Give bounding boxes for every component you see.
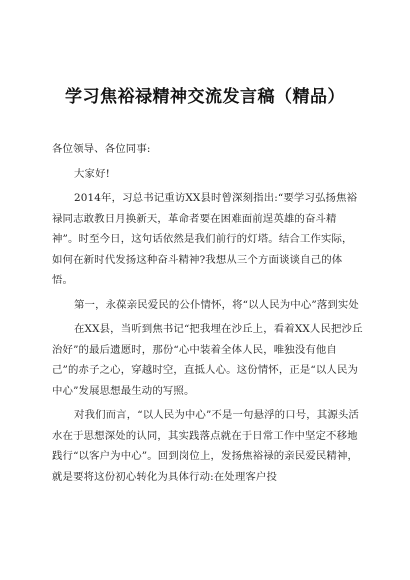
salutation: 各位领导、各位同事: — [52, 143, 151, 155]
greeting: 大家好! — [74, 167, 110, 180]
paragraph-3: 对我们而言，“以人民为中心”不是一句悬浮的口号，其源头活水在于思想深处的认同，其实践落点就在于日常工作中坚定不移地践行“以客户为中心”。回到岗位上，发扬焦裕禄的亲民爱民精神，就是要将这份初心转化为具体行动:在处理客户投 — [52, 409, 359, 483]
paragraph-1: 2014年，习总书记重访XX县时曾深刻指出:“要学习弘扬焦裕禄同志敢教日月换新天，革命者要在困难面前逞英雄的奋斗精神”。时至今日，这句话依然是我们前行的灯塔。结合工作实际，如何在新时代发扬这种奋斗精神?我想从三个方面谈谈自己的体悟。 — [52, 192, 358, 286]
document-title: 学习焦裕禄精神交流发言稿（精品） — [65, 87, 345, 107]
section-heading-1: 第一，永葆亲民爱民的公仆情怀，将“以人民为中心”落到实处 — [74, 298, 359, 311]
document-body — [52, 139, 363, 487]
paragraph-2: 在XX县，当听到焦书记“把我埋在沙丘上，看着XX人民把沙丘治好”的最后遗愿时，那份“心中装着全体人民，唯独没有他自己”的赤子之心，穿越时空，直抵人心。这份情怀，正是“以人民为中心”发展思想最生动的写照。 — [52, 323, 363, 397]
